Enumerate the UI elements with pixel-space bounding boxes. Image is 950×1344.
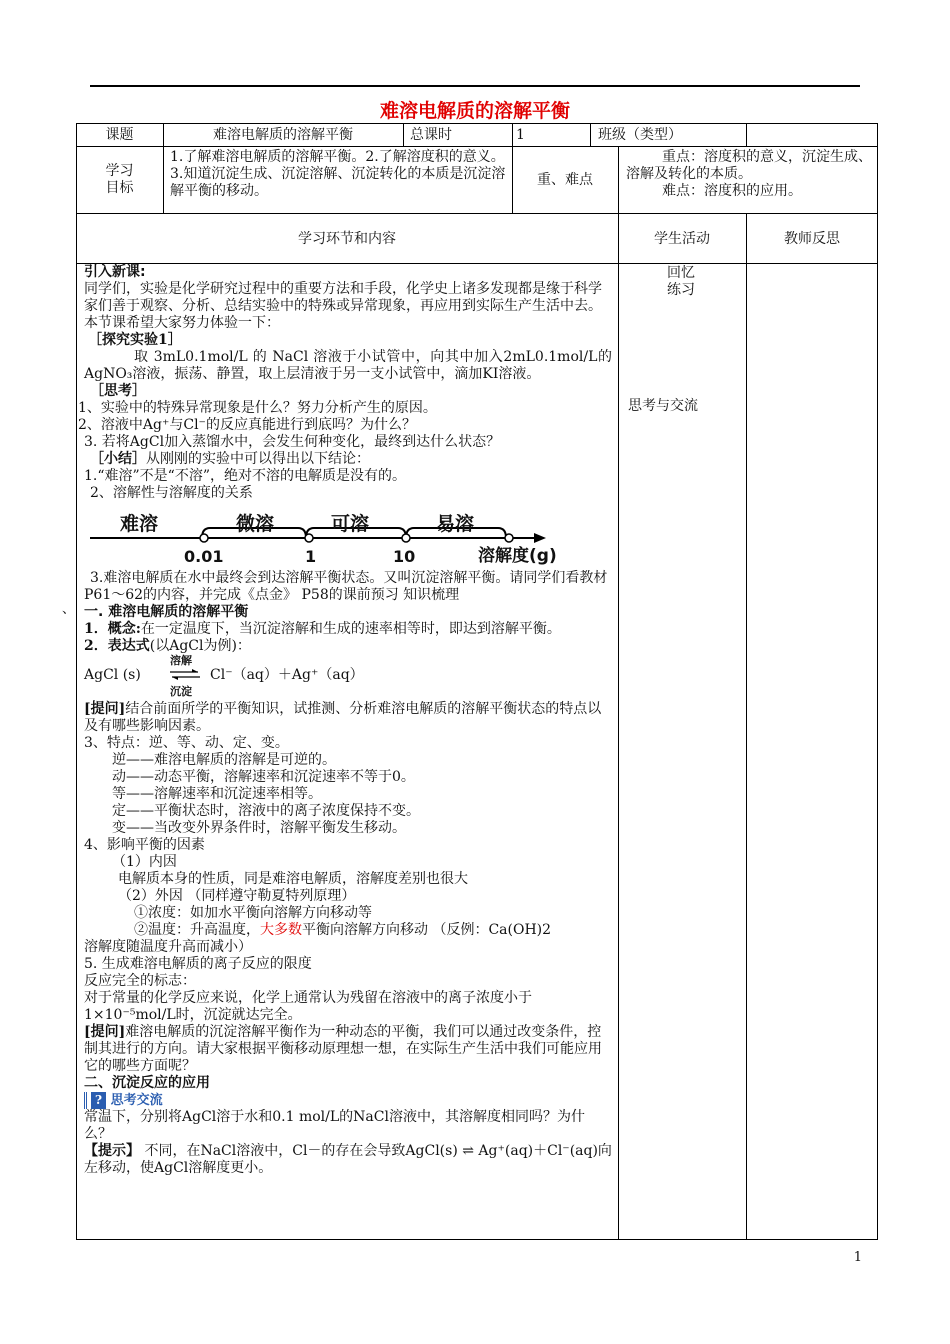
think-item-3: 3. 若将AgCl加入蒸馏水中，会发生何种变化，最终到达什么状态？ [84,434,501,450]
features-title: 3、特点：逆、等、动、定、变。 [84,735,289,751]
key-points-text: 重点：溶度积的意义，沉淀生成、溶解及转化的本质。 难点：溶度积的应用。 [626,149,872,199]
hint-title: 【提示】 [84,1143,140,1159]
question-1-text: 结合前面所学的平衡知识，试推测、分析难溶电解质的溶解平衡状态的特点以及有哪些影响因素。 [84,701,602,734]
concept-label: 1．概念: [84,621,141,637]
limit-2: 对于常量的化学反应来说，化学上通常认为残留在溶液中的离子浓度小于1×10⁻⁵mol/L时，沉淀就达完全。 [84,990,532,1023]
summary-title: ［小结］ [90,451,146,467]
reflection-column-header: 教师反思 [784,231,840,247]
feature-3: 等——溶解速率和沉淀速率相等。 [112,786,322,802]
activity-recall: 回忆 [667,265,695,281]
question-2-text: 难溶电解质的沉淀溶解平衡作为一种动态的平衡，我们可以通过改变条件，控制其进行的方向。请大家根据平衡移动原理想一想，在实际生产生活中我们可能应用它的哪些方面呢？ [84,1024,602,1074]
section-1-title: 一. 难溶电解质的溶解平衡 [84,604,249,620]
expression-text: (以AgCl为例)： [149,638,251,654]
external-factor-2a: ②温度：升高温度， [134,922,260,938]
concept-text: 在一定温度下，当沉淀溶解和生成的速率相等时，即达到溶解平衡。 [140,621,561,637]
question-2-title: [提问] [84,1024,126,1040]
key-points-label: 重、难点 [537,172,593,188]
feature-5: 变——当改变外界条件时，溶解平衡发生移动。 [112,820,406,836]
external-factor-2c: 平衡向溶解方向移动 （反例：Ca(OH)2 [302,922,552,938]
hint-text: 不同，在NaCl溶液中，Cl－的存在会导致AgCl(s) ⇌ Ag⁺(aq)＋Cl⁻(aq)向左移动，使AgCl溶解度更小。 [84,1143,612,1176]
scale-tick-0.01: 0.01 [184,547,224,566]
lesson-content [78,264,612,1177]
hours-value: 1 [516,127,525,143]
page-title: 难溶电解质的溶解平衡 [379,100,570,122]
question-mark-icon: ? [91,1092,106,1109]
scale-label-insoluble: 难溶 [120,513,159,535]
think-item-2: 2、溶液中Ag⁺与Cl⁻的反应真能进行到底吗？为什么？ [78,417,416,433]
activity-practice: 练习 [667,282,695,298]
external-factor-title: （2）外因 （同样遵守勒夏特列原理） [118,888,356,904]
feature-4: 定——平衡状态时，溶液中的离子浓度保持不变。 [112,803,420,819]
feature-2: 动——动态平衡，溶解速率和沉淀速率不等于0。 [112,769,415,785]
activity-discuss: 思考与交流 [628,398,698,414]
equilibrium-equation [84,654,612,698]
scale-label-soluble: 可溶 [331,513,370,535]
feature-1: 逆——难溶电解质的溶解是可逆的。 [112,752,336,768]
equation-left: AgCl (s) [84,667,141,683]
internal-factor-title: （1）内因 [112,854,177,870]
factors-title: 4、影响平衡的因素 [84,837,205,853]
intro-title: 引入新课: [84,264,146,280]
external-factor-1: ①浓度：如加水平衡向溶解方向移动等 [134,905,372,921]
scale-label-easily: 易溶 [436,513,475,535]
scale-label-slightly: 微溶 [236,513,275,535]
section-2-title: 二、沉淀反应的应用 [84,1075,210,1091]
scale-tick-10: 10 [393,547,416,566]
goals-label: 学习 目标 [105,163,134,196]
question-1-title: [提问] [84,701,126,717]
discuss-text: 常温下，分别将AgCl溶于水和0.1 mol/L的NaCl溶液中，其溶解度相同吗？为什么？ [84,1109,585,1142]
external-factor-2b: 大多数 [260,922,302,938]
conclusion-2: 2、溶解性与溶解度的关系 [90,485,253,501]
equation-dissolve-label: 溶解 [170,654,192,667]
experiment-title: ［探究实验1］ [88,332,182,348]
think-title: ［思考］ [90,383,146,399]
experiment-text: 取 3mL0.1mol/L 的 NaCl 溶液于小试管中，向其中加入2mL0.1mol/L的AgNO₃溶液，振荡、静置，取上层清液于另一支小试管中，滴加KI溶液。 [84,349,612,382]
summary-text: 从刚刚的实验中可以得出以下结论： [146,451,370,467]
equation-precipitate-label: 沉淀 [170,685,192,698]
scale-tick-1: 1 [305,547,317,566]
limit-title: 5. 生成难溶电解质的离子反应的限度 [84,956,312,972]
course-label: 课题 [105,127,134,143]
discuss-label: 思考交流 [110,1093,163,1108]
equilibrium-arrow-icon [170,669,200,681]
internal-factor-text: 电解质本身的性质，同是难溶电解质，溶解度差别也很大 [118,871,468,887]
conclusion-3: 3.难溶电解质在水中最终会到达溶解平衡状态。又叫沉淀溶解平衡。请同学们看教材P61～62的内容，并完成《点金》 P58的课前预习 知识梳理 [84,570,608,603]
solubility-scale [84,508,612,568]
class-label: 班级（类型） [598,127,682,143]
activity-column-header: 学生活动 [654,231,710,247]
scale-axis-label: 溶解度(g) [478,546,557,566]
expression-label: 2．表达式 [84,638,150,654]
header-rule [90,85,860,87]
external-factor-2d: 溶解度随温度升高而减小） [84,939,252,955]
discuss-badge [84,1092,163,1109]
equation-right: Cl⁻（aq）＋Ag⁺（aq） [210,667,364,683]
goals-text: 1.了解难溶电解质的溶解平衡。2.了解溶度积的意义。3.知道沉淀生成、沉淀溶解、沉淀转化的本质是沉淀溶解平衡的移动。 [170,149,506,199]
think-item-1: 1、实验中的特殊异常现象是什么？努力分析产生的原因。 [78,400,437,416]
hours-label: 总课时 [410,127,452,143]
course-value: 难溶电解质的溶解平衡 [213,127,353,143]
content-column-header: 学习环节和内容 [298,231,396,247]
conclusion-1: 1.“难溶”不是“不溶”，绝对不溶的电解质是没有的。 [84,468,406,484]
limit-1: 反应完全的标志： [84,973,196,989]
page-number: 1 [853,1250,862,1265]
intro-text: 同学们，实验是化学研究过程中的重要方法和手段，化学史上诸多发现都是缘于科学家们善于观察、分析、总结实验中的特殊或异常现象，再应用到实际生产生活中去。本节课希望大家努力体验一下： [84,281,602,331]
